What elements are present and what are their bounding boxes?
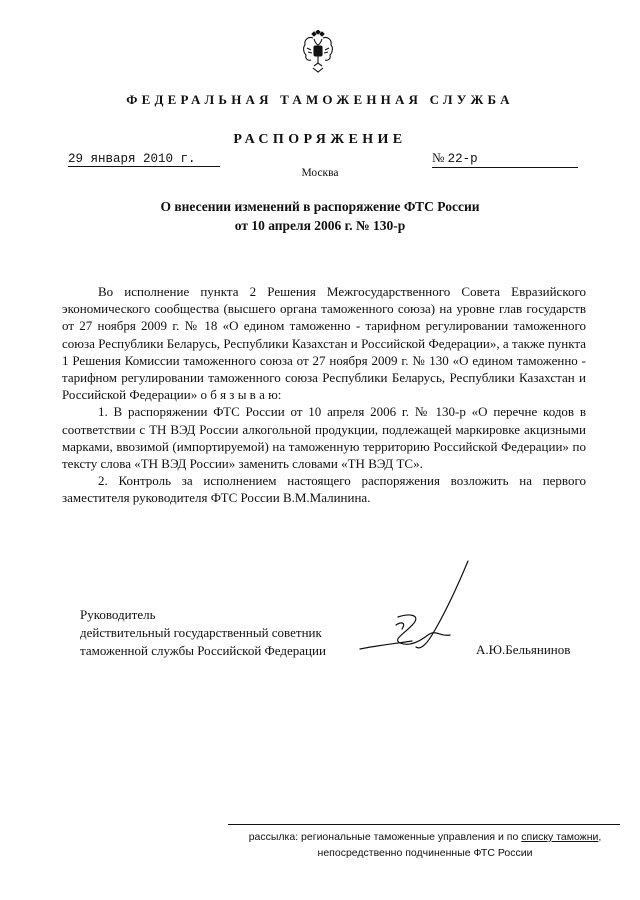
- agency-name: ФЕДЕРАЛЬНАЯ ТАМОЖЕННАЯ СЛУЖБА: [126, 92, 514, 107]
- distribution-line-2: непосредственно подчиненные ФТС России: [317, 847, 533, 859]
- distribution-prefix: рассылка: региональные таможенные управления и по: [248, 831, 519, 843]
- distribution-suffix: ,: [598, 831, 602, 843]
- distribution-divider: [228, 824, 620, 825]
- document-title: [0, 197, 640, 235]
- document-type: РАСПОРЯЖЕНИЕ: [233, 132, 407, 147]
- document-date: 29 января 2010 г.: [68, 152, 220, 167]
- city: Москва: [301, 167, 339, 179]
- body-paragraph: Во исполнение пункта 2 Решения Межгосударственного Совета Евразийского экономического сообщества (высшего органа таможенного союза) на уровне глав государств от 27 ноября 2009 г. № 18 «О едином таможенно - тарифном регулировании таможенного союза Республики Беларусь, Республики Казахстан и Российской Федерации», а также пункта 1 Решения Комиссии таможенного союза от 27 ноября 2009 г. № 130 «О едином таможенно - тарифном регулировании таможенного союза Республики Беларусь, Республики Казахстан и Российской Федерации» о б я з ы в а ю:: [62, 284, 586, 403]
- body-paragraph: 2. Контроль за исполнением настоящего распоряжения возложить на первого заместителя руководителя ФТС России В.М.Малинина.: [62, 473, 586, 506]
- signatory-line-1: Руководитель: [80, 607, 156, 622]
- number-sign: №: [432, 150, 445, 165]
- title-line-2: от 10 апреля 2006 г. № 130-р: [234, 218, 406, 233]
- signatory-line-3: таможенной службы Российской Федерации: [80, 643, 326, 658]
- coat-of-arms-emblem: [300, 30, 336, 74]
- signatory-name: А.Ю.Бельянинов: [476, 642, 571, 657]
- title-line-1: О внесении изменений в распоряжение ФТС России: [160, 199, 480, 214]
- body-paragraph: 1. В распоряжении ФТС России от 10 апреля 2006 г. № 130-р «О перечне кодов в соответствии с ТН ВЭД России алкогольной продукции, подлежащей маркировке акцизными марками, ввозимой (импортируемой) на таможенную территорию Российской Федерации» по тексту слова «ТН ВЭД России» заменить словами «ТН ВЭД ТС».: [62, 404, 586, 472]
- signatory-title: [80, 606, 326, 660]
- document-number: [432, 150, 578, 168]
- document-body: [62, 283, 586, 507]
- signatory-line-2: действительный государственный советник: [80, 625, 322, 640]
- number-value: 22-р: [447, 152, 478, 166]
- distribution-link: списку таможни: [521, 831, 599, 843]
- distribution-line-1: [225, 829, 625, 845]
- distribution-list: [225, 829, 625, 861]
